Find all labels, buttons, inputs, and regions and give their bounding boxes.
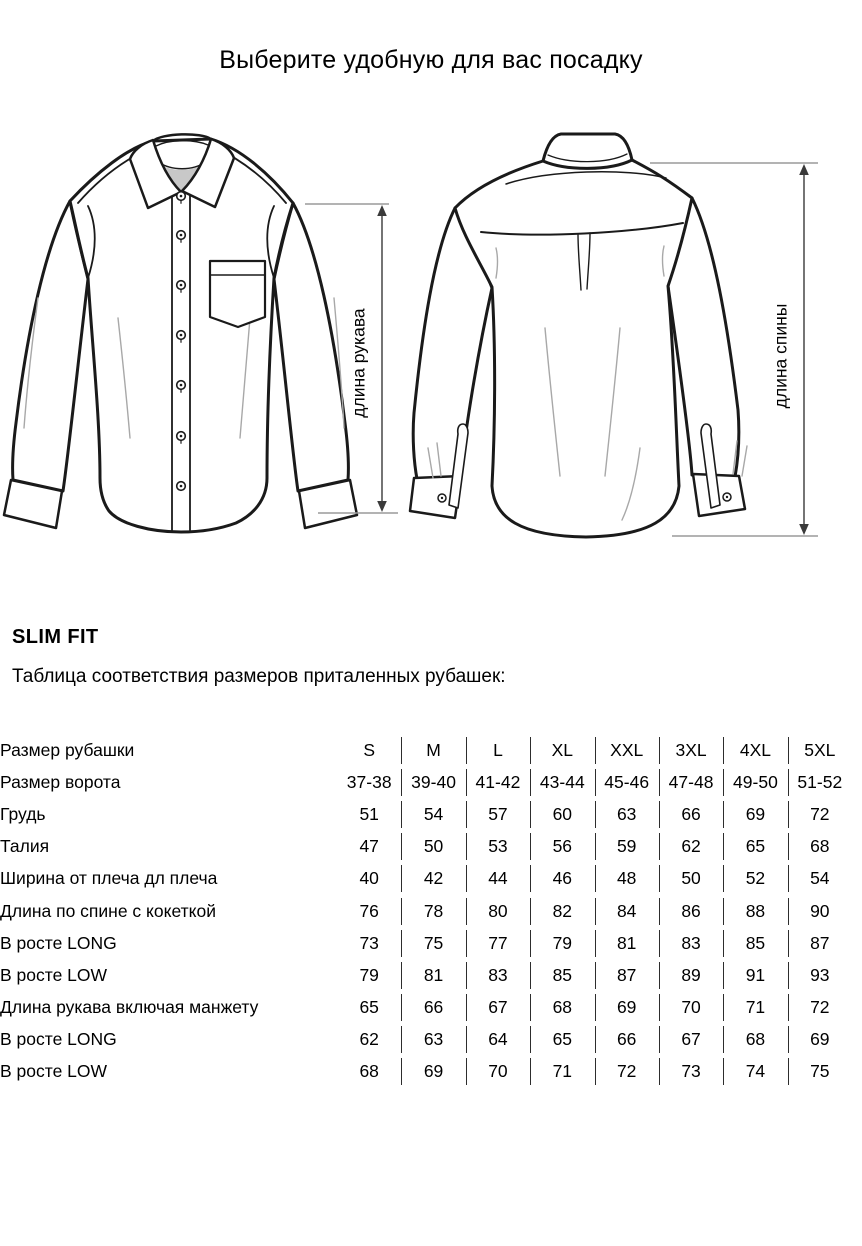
table-row	[0, 734, 852, 766]
size-value-cell: 85	[723, 927, 787, 959]
size-value-cell: 49-50	[723, 766, 787, 798]
size-value-cell: 67	[659, 1024, 723, 1056]
size-value-cell: S	[363, 739, 376, 760]
size-table	[0, 734, 852, 1088]
table-row	[0, 895, 852, 927]
size-value-cell: 64	[466, 1024, 530, 1056]
row-label: Размер рубашки	[0, 739, 135, 760]
row-label: Ширина от плеча дл плеча	[0, 868, 218, 889]
size-value-cell: 83	[659, 927, 723, 959]
size-value-cell: 78	[401, 895, 465, 927]
size-value-cell: 75	[788, 1056, 852, 1088]
size-value-cell: 66	[595, 1024, 659, 1056]
size-value-cell: 67	[466, 992, 530, 1024]
size-value-cell: 81	[595, 927, 659, 959]
size-value-cell: XXL	[595, 734, 659, 766]
size-value-cell: 77	[466, 927, 530, 959]
size-value-cell: 76	[359, 900, 379, 921]
size-value-cell: 75	[401, 927, 465, 959]
size-value-cell: 72	[595, 1056, 659, 1088]
table-row	[0, 1056, 852, 1088]
row-label: Размер ворота	[0, 771, 121, 792]
size-value-cell: 47-48	[659, 766, 723, 798]
size-value-cell: 65	[723, 831, 787, 863]
size-value-cell: 79	[530, 927, 594, 959]
size-value-cell: M	[401, 734, 465, 766]
size-value-cell: 50	[401, 831, 465, 863]
size-value-cell: 86	[659, 895, 723, 927]
size-guide-page	[0, 46, 862, 1088]
size-value-cell: 68	[788, 831, 852, 863]
size-value-cell: 74	[723, 1056, 787, 1088]
size-value-cell: 50	[659, 863, 723, 895]
row-label: Длина по спине с кокеткой	[0, 900, 217, 921]
table-row	[0, 959, 852, 991]
size-value-cell: 41-42	[466, 766, 530, 798]
table-row	[0, 831, 852, 863]
size-value-cell: 47	[359, 836, 379, 857]
size-value-cell: 51-52	[788, 766, 852, 798]
front-shirt-drawing	[4, 134, 357, 532]
size-value-cell: 84	[595, 895, 659, 927]
size-value-cell: 71	[723, 992, 787, 1024]
size-value-cell: 37-38	[346, 771, 392, 792]
size-value-cell: 3XL	[659, 734, 723, 766]
size-value-cell: XL	[530, 734, 594, 766]
table-row	[0, 992, 852, 1024]
size-value-cell: 68	[723, 1024, 787, 1056]
size-value-cell: 57	[466, 798, 530, 830]
size-value-cell: 87	[788, 927, 852, 959]
size-value-cell: 62	[359, 1029, 379, 1050]
size-value-cell: 69	[401, 1056, 465, 1088]
front-pocket	[210, 261, 265, 327]
size-value-cell: 73	[659, 1056, 723, 1088]
row-label: В росте LOW	[0, 1061, 108, 1082]
size-value-cell: 73	[359, 932, 379, 953]
size-value-cell: 90	[788, 895, 852, 927]
size-value-cell: 72	[788, 992, 852, 1024]
back-collar-stand	[543, 134, 632, 168]
size-value-cell: 39-40	[401, 766, 465, 798]
size-table-body	[0, 734, 852, 1088]
row-label: В росте LONG	[0, 932, 117, 953]
size-value-cell: 70	[659, 992, 723, 1024]
table-row	[0, 1024, 852, 1056]
size-value-cell: 63	[595, 798, 659, 830]
size-value-cell: 51	[359, 803, 379, 824]
size-value-cell: 69	[723, 798, 787, 830]
size-value-cell: 89	[659, 959, 723, 991]
size-value-cell: 69	[788, 1024, 852, 1056]
size-value-cell: 62	[659, 831, 723, 863]
size-value-cell: 44	[466, 863, 530, 895]
table-row	[0, 927, 852, 959]
size-value-cell: L	[466, 734, 530, 766]
shirts-diagram	[0, 128, 862, 598]
row-label: Талия	[0, 836, 50, 857]
row-label: Длина рукава включая манжету	[0, 997, 259, 1018]
size-value-cell: 91	[723, 959, 787, 991]
size-value-cell: 48	[595, 863, 659, 895]
back-length-label: длина спины	[770, 303, 791, 409]
size-value-cell: 43-44	[530, 766, 594, 798]
size-value-cell: 56	[530, 831, 594, 863]
size-value-cell: 46	[530, 863, 594, 895]
size-value-cell: 42	[401, 863, 465, 895]
row-label: В росте LOW	[0, 964, 108, 985]
row-label: В росте LONG	[0, 1029, 117, 1050]
table-caption: Таблица соответствия размеров приталенных рубашек:	[12, 666, 506, 687]
size-value-cell: 68	[530, 992, 594, 1024]
sleeve-length-label: длина рукава	[348, 308, 369, 418]
size-value-cell: 85	[530, 959, 594, 991]
size-value-cell: 59	[595, 831, 659, 863]
size-value-cell: 81	[401, 959, 465, 991]
size-value-cell: 82	[530, 895, 594, 927]
size-value-cell: 87	[595, 959, 659, 991]
table-row	[0, 798, 852, 830]
size-value-cell: 53	[466, 831, 530, 863]
size-value-cell: 60	[530, 798, 594, 830]
size-value-cell: 69	[595, 992, 659, 1024]
size-value-cell: 65	[530, 1024, 594, 1056]
size-value-cell: 79	[359, 964, 379, 985]
size-value-cell: 66	[401, 992, 465, 1024]
size-value-cell: 68	[359, 1061, 379, 1082]
size-value-cell: 65	[359, 997, 379, 1018]
size-value-cell: 54	[401, 798, 465, 830]
back-shirt-drawing	[410, 134, 747, 537]
size-value-cell: 54	[788, 863, 852, 895]
size-value-cell: 40	[359, 868, 379, 889]
size-value-cell: 63	[401, 1024, 465, 1056]
size-value-cell: 70	[466, 1056, 530, 1088]
size-value-cell: 52	[723, 863, 787, 895]
size-value-cell: 71	[530, 1056, 594, 1088]
row-label: Грудь	[0, 803, 46, 824]
size-value-cell: 5XL	[788, 734, 852, 766]
size-value-cell: 66	[659, 798, 723, 830]
size-value-cell: 4XL	[723, 734, 787, 766]
size-value-cell: 45-46	[595, 766, 659, 798]
size-value-cell: 93	[788, 959, 852, 991]
table-row	[0, 863, 852, 895]
table-row	[0, 766, 852, 798]
page-title: Выберите удобную для вас посадку	[219, 46, 643, 74]
size-value-cell: 83	[466, 959, 530, 991]
size-value-cell: 80	[466, 895, 530, 927]
fit-heading: SLIM FIT	[12, 626, 99, 648]
size-value-cell: 72	[788, 798, 852, 830]
size-value-cell: 88	[723, 895, 787, 927]
